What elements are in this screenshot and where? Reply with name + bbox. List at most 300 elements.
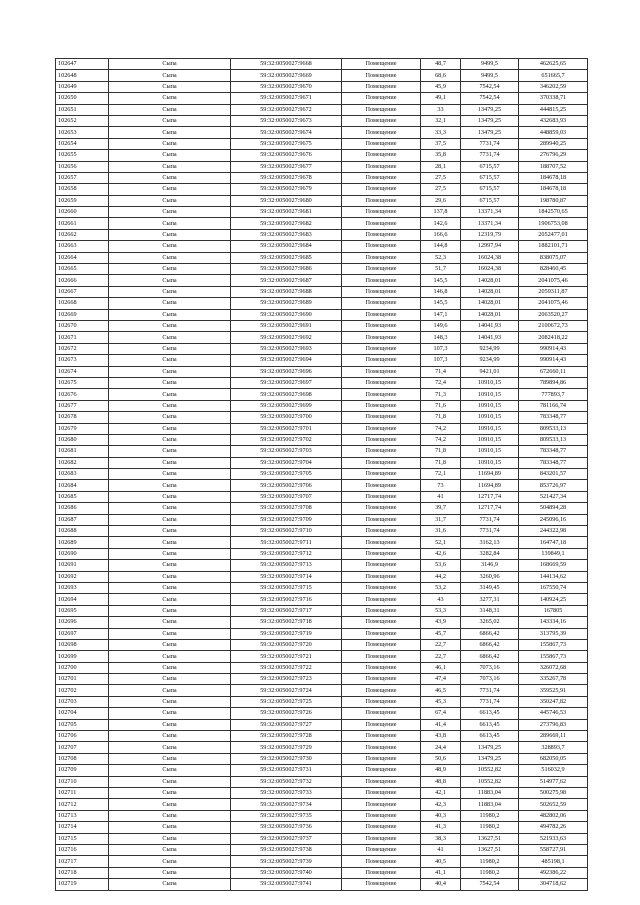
cadastral-value-cell: 326072,68 xyxy=(519,662,588,673)
cadastral-value-cell: 155867,73 xyxy=(519,651,588,662)
unit-value-cell: 12319,79 xyxy=(461,229,519,240)
cadastral-value-cell: 155867,73 xyxy=(519,639,588,650)
table-row xyxy=(56,776,588,787)
unit-value-cell: 7542,54 xyxy=(461,879,519,890)
locality-cell: Сыпа xyxy=(109,788,231,799)
row-number-cell: 102653 xyxy=(56,127,109,138)
cadastral-value-cell: 350247,82 xyxy=(519,696,588,707)
area-cell: 68,6 xyxy=(421,70,461,81)
cadastral-value-cell: 1842570,65 xyxy=(519,207,588,218)
property-table xyxy=(55,58,588,891)
unit-value-cell: 7731,74 xyxy=(461,685,519,696)
cadastral-value-cell: 184678,18 xyxy=(519,172,588,183)
area-cell: 43 xyxy=(421,594,461,605)
row-number-cell: 102695 xyxy=(56,605,109,616)
row-number-cell: 102691 xyxy=(56,560,109,571)
area-cell: 29,6 xyxy=(421,195,461,206)
cadastral-number-cell: 59:32:0050027:9732 xyxy=(231,776,342,787)
row-number-cell: 102671 xyxy=(56,332,109,343)
area-cell: 39,7 xyxy=(421,503,461,514)
area-cell: 71,3 xyxy=(421,389,461,400)
row-number-cell: 102682 xyxy=(56,457,109,468)
cadastral-value-cell: 359525,91 xyxy=(519,685,588,696)
cadastral-value-cell: 504894,28 xyxy=(519,503,588,514)
row-number-cell: 102693 xyxy=(56,582,109,593)
unit-value-cell: 7542,54 xyxy=(461,81,519,92)
area-cell: 42,6 xyxy=(421,548,461,559)
area-cell: 43,8 xyxy=(421,731,461,742)
cadastral-number-cell: 59:32:0050027:9728 xyxy=(231,731,342,742)
cadastral-value-cell: 144134,62 xyxy=(519,571,588,582)
row-number-cell: 102656 xyxy=(56,161,109,172)
object-type-cell: Помещение xyxy=(342,708,421,719)
object-type-cell: Помещение xyxy=(342,571,421,582)
locality-cell: Сыпа xyxy=(109,491,231,502)
table-row xyxy=(56,856,588,867)
table-row xyxy=(56,696,588,707)
unit-value-cell: 3149,45 xyxy=(461,582,519,593)
unit-value-cell: 10910,15 xyxy=(461,400,519,411)
locality-cell: Сыпа xyxy=(109,765,231,776)
cadastral-number-cell: 59:32:0050027:9716 xyxy=(231,594,342,605)
object-type-cell: Помещение xyxy=(342,844,421,855)
unit-value-cell: 10910,15 xyxy=(461,434,519,445)
locality-cell: Сыпа xyxy=(109,617,231,628)
cadastral-number-cell: 59:32:0050027:9682 xyxy=(231,218,342,229)
locality-cell: Сыпа xyxy=(109,161,231,172)
cadastral-number-cell: 59:32:0050027:9687 xyxy=(231,275,342,286)
table-row xyxy=(56,537,588,548)
row-number-cell: 102665 xyxy=(56,264,109,275)
locality-cell: Сыпа xyxy=(109,218,231,229)
cadastral-number-cell: 59:32:0050027:9719 xyxy=(231,628,342,639)
unit-value-cell: 6613,45 xyxy=(461,719,519,730)
row-number-cell: 102692 xyxy=(56,571,109,582)
area-cell: 137,8 xyxy=(421,207,461,218)
object-type-cell: Помещение xyxy=(342,218,421,229)
area-cell: 27,5 xyxy=(421,172,461,183)
object-type-cell: Помещение xyxy=(342,195,421,206)
cadastral-value-cell: 853726,97 xyxy=(519,480,588,491)
object-type-cell: Помещение xyxy=(342,207,421,218)
locality-cell: Сыпа xyxy=(109,320,231,331)
area-cell: 52,1 xyxy=(421,537,461,548)
cadastral-number-cell: 59:32:0050027:9668 xyxy=(231,59,342,70)
table-row xyxy=(56,184,588,195)
table-row xyxy=(56,833,588,844)
row-number-cell: 102647 xyxy=(56,59,109,70)
object-type-cell: Помещение xyxy=(342,434,421,445)
cadastral-value-cell: 2063520,27 xyxy=(519,309,588,320)
object-type-cell: Помещение xyxy=(342,731,421,742)
table-row xyxy=(56,252,588,263)
area-cell: 74,2 xyxy=(421,434,461,445)
cadastral-value-cell: 168669,59 xyxy=(519,560,588,571)
locality-cell: Сыпа xyxy=(109,81,231,92)
object-type-cell: Помещение xyxy=(342,343,421,354)
area-cell: 45,7 xyxy=(421,628,461,639)
locality-cell: Сыпа xyxy=(109,856,231,867)
cadastral-value-cell: 521933,63 xyxy=(519,833,588,844)
table-row xyxy=(56,195,588,206)
cadastral-value-cell: 843201,57 xyxy=(519,469,588,480)
row-number-cell: 102683 xyxy=(56,469,109,480)
row-number-cell: 102719 xyxy=(56,879,109,890)
cadastral-value-cell: 188707,52 xyxy=(519,161,588,172)
cadastral-number-cell: 59:32:0050027:9705 xyxy=(231,469,342,480)
area-cell: 148,3 xyxy=(421,332,461,343)
cadastral-number-cell: 59:32:0050027:9690 xyxy=(231,309,342,320)
table-row xyxy=(56,548,588,559)
cadastral-value-cell: 682050,05 xyxy=(519,753,588,764)
cadastral-value-cell: 346202,59 xyxy=(519,81,588,92)
cadastral-number-cell: 59:32:0050027:9702 xyxy=(231,434,342,445)
cadastral-value-cell: 990914,43 xyxy=(519,355,588,366)
cadastral-value-cell: 2082418,22 xyxy=(519,332,588,343)
area-cell: 71,8 xyxy=(421,446,461,457)
locality-cell: Сыпа xyxy=(109,59,231,70)
locality-cell: Сыпа xyxy=(109,241,231,252)
row-number-cell: 102710 xyxy=(56,776,109,787)
object-type-cell: Помещение xyxy=(342,81,421,92)
cadastral-number-cell: 59:32:0050027:9729 xyxy=(231,742,342,753)
area-cell: 40,4 xyxy=(421,879,461,890)
cadastral-value-cell: 184678,18 xyxy=(519,184,588,195)
object-type-cell: Помещение xyxy=(342,526,421,537)
table-row xyxy=(56,366,588,377)
cadastral-number-cell: 59:32:0050027:9734 xyxy=(231,799,342,810)
object-type-cell: Помещение xyxy=(342,400,421,411)
unit-value-cell: 11694,89 xyxy=(461,480,519,491)
area-cell: 53,2 xyxy=(421,582,461,593)
cadastral-value-cell: 781166,74 xyxy=(519,400,588,411)
unit-value-cell: 16024,38 xyxy=(461,252,519,263)
table-row xyxy=(56,343,588,354)
row-number-cell: 102685 xyxy=(56,491,109,502)
object-type-cell: Помещение xyxy=(342,617,421,628)
cadastral-value-cell: 244322,98 xyxy=(519,526,588,537)
row-number-cell: 102711 xyxy=(56,788,109,799)
unit-value-cell: 11980,2 xyxy=(461,867,519,878)
table-row xyxy=(56,286,588,297)
cadastral-number-cell: 59:32:0050027:9686 xyxy=(231,264,342,275)
locality-cell: Сыпа xyxy=(109,560,231,571)
area-cell: 53,6 xyxy=(421,560,461,571)
object-type-cell: Помещение xyxy=(342,309,421,320)
table-row xyxy=(56,127,588,138)
cadastral-number-cell: 59:32:0050027:9731 xyxy=(231,765,342,776)
area-cell: 142,6 xyxy=(421,218,461,229)
cadastral-number-cell: 59:32:0050027:9707 xyxy=(231,491,342,502)
row-number-cell: 102707 xyxy=(56,742,109,753)
cadastral-number-cell: 59:32:0050027:9670 xyxy=(231,81,342,92)
table-row xyxy=(56,423,588,434)
cadastral-value-cell: 494782,26 xyxy=(519,822,588,833)
row-number-cell: 102702 xyxy=(56,685,109,696)
locality-cell: Сыпа xyxy=(109,70,231,81)
area-cell: 41,3 xyxy=(421,822,461,833)
unit-value-cell: 14028,01 xyxy=(461,275,519,286)
unit-value-cell: 14041,93 xyxy=(461,320,519,331)
area-cell: 51,7 xyxy=(421,264,461,275)
locality-cell: Сыпа xyxy=(109,674,231,685)
locality-cell: Сыпа xyxy=(109,571,231,582)
table-row xyxy=(56,412,588,423)
locality-cell: Сыпа xyxy=(109,719,231,730)
cadastral-number-cell: 59:32:0050027:9694 xyxy=(231,355,342,366)
unit-value-cell: 14028,01 xyxy=(461,298,519,309)
cadastral-number-cell: 59:32:0050027:9706 xyxy=(231,480,342,491)
object-type-cell: Помещение xyxy=(342,753,421,764)
locality-cell: Сыпа xyxy=(109,514,231,525)
row-number-cell: 102715 xyxy=(56,833,109,844)
row-number-cell: 102690 xyxy=(56,548,109,559)
object-type-cell: Помещение xyxy=(342,93,421,104)
locality-cell: Сыпа xyxy=(109,742,231,753)
locality-cell: Сыпа xyxy=(109,389,231,400)
object-type-cell: Помещение xyxy=(342,833,421,844)
object-type-cell: Помещение xyxy=(342,503,421,514)
area-cell: 41,1 xyxy=(421,867,461,878)
table-row xyxy=(56,503,588,514)
cadastral-number-cell: 59:32:0050027:9697 xyxy=(231,377,342,388)
row-number-cell: 102657 xyxy=(56,172,109,183)
cadastral-value-cell: 514977,62 xyxy=(519,776,588,787)
row-number-cell: 102680 xyxy=(56,434,109,445)
row-number-cell: 102679 xyxy=(56,423,109,434)
area-cell: 144,8 xyxy=(421,241,461,252)
cadastral-value-cell: 198780,87 xyxy=(519,195,588,206)
row-number-cell: 102696 xyxy=(56,617,109,628)
area-cell: 42,1 xyxy=(421,788,461,799)
cadastral-value-cell: 276796,29 xyxy=(519,150,588,161)
object-type-cell: Помещение xyxy=(342,264,421,275)
cadastral-value-cell: 2059311,87 xyxy=(519,286,588,297)
cadastral-value-cell: 789894,86 xyxy=(519,377,588,388)
cadastral-number-cell: 59:32:0050027:9740 xyxy=(231,867,342,878)
unit-value-cell: 9234,99 xyxy=(461,355,519,366)
area-cell: 42,3 xyxy=(421,799,461,810)
unit-value-cell: 6866,42 xyxy=(461,651,519,662)
cadastral-number-cell: 59:32:0050027:9709 xyxy=(231,514,342,525)
locality-cell: Сыпа xyxy=(109,662,231,673)
area-cell: 71,6 xyxy=(421,400,461,411)
locality-cell: Сыпа xyxy=(109,446,231,457)
cadastral-number-cell: 59:32:0050027:9704 xyxy=(231,457,342,468)
cadastral-value-cell: 140924,25 xyxy=(519,594,588,605)
object-type-cell: Помещение xyxy=(342,514,421,525)
cadastral-value-cell: 651665,7 xyxy=(519,70,588,81)
area-cell: 46,1 xyxy=(421,662,461,673)
cadastral-value-cell: 164747,18 xyxy=(519,537,588,548)
cadastral-value-cell: 777893,7 xyxy=(519,389,588,400)
object-type-cell: Помещение xyxy=(342,537,421,548)
unit-value-cell: 13627,51 xyxy=(461,833,519,844)
locality-cell: Сыпа xyxy=(109,423,231,434)
unit-value-cell: 3148,31 xyxy=(461,605,519,616)
area-cell: 45,9 xyxy=(421,81,461,92)
object-type-cell: Помещение xyxy=(342,252,421,263)
row-number-cell: 102669 xyxy=(56,309,109,320)
object-type-cell: Помещение xyxy=(342,241,421,252)
object-type-cell: Помещение xyxy=(342,548,421,559)
cadastral-number-cell: 59:32:0050027:9684 xyxy=(231,241,342,252)
cadastral-number-cell: 59:32:0050027:9725 xyxy=(231,696,342,707)
cadastral-number-cell: 59:32:0050027:9722 xyxy=(231,662,342,673)
table-row xyxy=(56,617,588,628)
locality-cell: Сыпа xyxy=(109,172,231,183)
unit-value-cell: 3277,31 xyxy=(461,594,519,605)
table-row xyxy=(56,207,588,218)
cadastral-value-cell: 2052477,01 xyxy=(519,229,588,240)
locality-cell: Сыпа xyxy=(109,526,231,537)
cadastral-value-cell: 448859,03 xyxy=(519,127,588,138)
area-cell: 27,5 xyxy=(421,184,461,195)
area-cell: 47,4 xyxy=(421,674,461,685)
locality-cell: Сыпа xyxy=(109,503,231,514)
table-row xyxy=(56,309,588,320)
area-cell: 24,4 xyxy=(421,742,461,753)
object-type-cell: Помещение xyxy=(342,742,421,753)
table-row xyxy=(56,765,588,776)
row-number-cell: 102706 xyxy=(56,731,109,742)
table-row xyxy=(56,844,588,855)
row-number-cell: 102689 xyxy=(56,537,109,548)
row-number-cell: 102694 xyxy=(56,594,109,605)
row-number-cell: 102701 xyxy=(56,674,109,685)
locality-cell: Сыпа xyxy=(109,150,231,161)
cadastral-value-cell: 289940,25 xyxy=(519,138,588,149)
unit-value-cell: 3282,84 xyxy=(461,548,519,559)
object-type-cell: Помещение xyxy=(342,719,421,730)
row-number-cell: 102675 xyxy=(56,377,109,388)
cadastral-number-cell: 59:32:0050027:9724 xyxy=(231,685,342,696)
table-row xyxy=(56,218,588,229)
cadastral-number-cell: 59:32:0050027:9723 xyxy=(231,674,342,685)
unit-value-cell: 7731,74 xyxy=(461,150,519,161)
cadastral-number-cell: 59:32:0050027:9672 xyxy=(231,104,342,115)
cadastral-number-cell: 59:32:0050027:9713 xyxy=(231,560,342,571)
row-number-cell: 102718 xyxy=(56,867,109,878)
object-type-cell: Помещение xyxy=(342,628,421,639)
object-type-cell: Помещение xyxy=(342,867,421,878)
unit-value-cell: 14041,93 xyxy=(461,332,519,343)
locality-cell: Сыпа xyxy=(109,207,231,218)
cadastral-value-cell: 2100672,73 xyxy=(519,320,588,331)
locality-cell: Сыпа xyxy=(109,434,231,445)
locality-cell: Сыпа xyxy=(109,548,231,559)
cadastral-number-cell: 59:32:0050027:9717 xyxy=(231,605,342,616)
locality-cell: Сыпа xyxy=(109,753,231,764)
cadastral-value-cell: 492386,22 xyxy=(519,867,588,878)
area-cell: 45,3 xyxy=(421,696,461,707)
row-number-cell: 102654 xyxy=(56,138,109,149)
object-type-cell: Помещение xyxy=(342,320,421,331)
row-number-cell: 102661 xyxy=(56,218,109,229)
unit-value-cell: 10910,15 xyxy=(461,446,519,457)
unit-value-cell: 3162,13 xyxy=(461,537,519,548)
unit-value-cell: 16024,38 xyxy=(461,264,519,275)
cadastral-number-cell: 59:32:0050027:9674 xyxy=(231,127,342,138)
cadastral-number-cell: 59:32:0050027:9714 xyxy=(231,571,342,582)
object-type-cell: Помещение xyxy=(342,115,421,126)
object-type-cell: Помещение xyxy=(342,469,421,480)
object-type-cell: Помещение xyxy=(342,229,421,240)
unit-value-cell: 11694,89 xyxy=(461,469,519,480)
row-number-cell: 102650 xyxy=(56,93,109,104)
cadastral-value-cell: 139849,1 xyxy=(519,548,588,559)
cadastral-value-cell: 482802,06 xyxy=(519,810,588,821)
unit-value-cell: 12717,74 xyxy=(461,503,519,514)
locality-cell: Сыпа xyxy=(109,799,231,810)
area-cell: 41,4 xyxy=(421,719,461,730)
object-type-cell: Помещение xyxy=(342,662,421,673)
area-cell: 33 xyxy=(421,104,461,115)
cadastral-number-cell: 59:32:0050027:9676 xyxy=(231,150,342,161)
cadastral-number-cell: 59:32:0050027:9683 xyxy=(231,229,342,240)
locality-cell: Сыпа xyxy=(109,457,231,468)
cadastral-number-cell: 59:32:0050027:9679 xyxy=(231,184,342,195)
area-cell: 146,8 xyxy=(421,286,461,297)
locality-cell: Сыпа xyxy=(109,115,231,126)
locality-cell: Сыпа xyxy=(109,469,231,480)
table-row xyxy=(56,172,588,183)
unit-value-cell: 7542,54 xyxy=(461,93,519,104)
area-cell: 22,7 xyxy=(421,639,461,650)
locality-cell: Сыпа xyxy=(109,810,231,821)
locality-cell: Сыпа xyxy=(109,582,231,593)
area-cell: 53,3 xyxy=(421,605,461,616)
table-row xyxy=(56,59,588,70)
table-row xyxy=(56,389,588,400)
area-cell: 145,5 xyxy=(421,298,461,309)
table-row xyxy=(56,571,588,582)
unit-value-cell: 14028,01 xyxy=(461,309,519,320)
cadastral-value-cell: 783348,77 xyxy=(519,457,588,468)
area-cell: 145,5 xyxy=(421,275,461,286)
object-type-cell: Помещение xyxy=(342,127,421,138)
area-cell: 50,6 xyxy=(421,753,461,764)
unit-value-cell: 3146,9 xyxy=(461,560,519,571)
table-row xyxy=(56,628,588,639)
cadastral-number-cell: 59:32:0050027:9718 xyxy=(231,617,342,628)
cadastral-value-cell: 1882101,71 xyxy=(519,241,588,252)
table-row xyxy=(56,674,588,685)
cadastral-value-cell: 335267,78 xyxy=(519,674,588,685)
area-cell: 35,8 xyxy=(421,150,461,161)
row-number-cell: 102655 xyxy=(56,150,109,161)
unit-value-cell: 10552,82 xyxy=(461,765,519,776)
unit-value-cell: 13627,51 xyxy=(461,844,519,855)
row-number-cell: 102697 xyxy=(56,628,109,639)
unit-value-cell: 10910,15 xyxy=(461,457,519,468)
row-number-cell: 102659 xyxy=(56,195,109,206)
table-row xyxy=(56,377,588,388)
unit-value-cell: 10910,15 xyxy=(461,389,519,400)
area-cell: 72,4 xyxy=(421,377,461,388)
unit-value-cell: 13479,25 xyxy=(461,104,519,115)
unit-value-cell: 7731,74 xyxy=(461,514,519,525)
locality-cell: Сыпа xyxy=(109,685,231,696)
cadastral-number-cell: 59:32:0050027:9727 xyxy=(231,719,342,730)
object-type-cell: Помещение xyxy=(342,651,421,662)
area-cell: 41 xyxy=(421,844,461,855)
row-number-cell: 102717 xyxy=(56,856,109,867)
unit-value-cell: 13371,34 xyxy=(461,218,519,229)
cadastral-number-cell: 59:32:0050027:9712 xyxy=(231,548,342,559)
locality-cell: Сыпа xyxy=(109,537,231,548)
object-type-cell: Помещение xyxy=(342,788,421,799)
